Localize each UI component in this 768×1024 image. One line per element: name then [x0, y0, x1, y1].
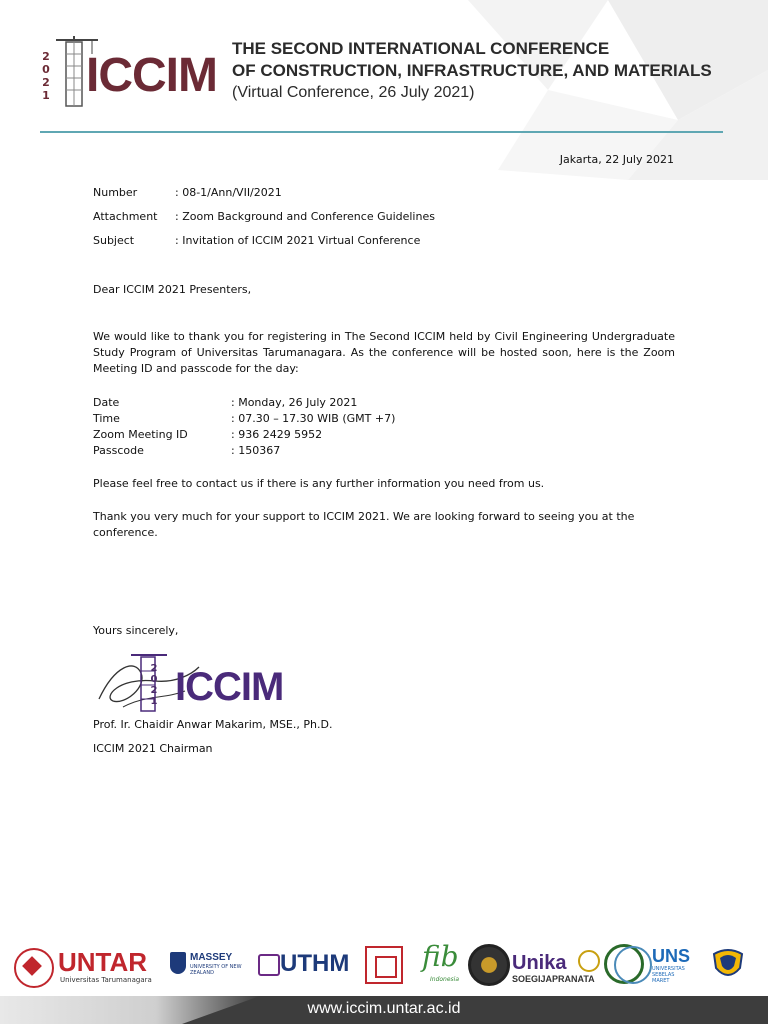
uthm-emblem-icon: [258, 954, 280, 976]
title-line-1: THE SECOND INTERNATIONAL CONFERENCE: [232, 39, 610, 58]
footer-bar: [0, 996, 768, 1024]
meta-key: Number: [93, 186, 138, 199]
meta-key: Attachment: [93, 210, 158, 223]
header-divider: [40, 131, 723, 133]
unika-subtitle: SOEGIJAPRANATA: [512, 974, 595, 984]
detail-key: Time: [93, 412, 120, 425]
detail-row: [93, 427, 675, 443]
massey-subtitle: UNIVERSITY OF NEW ZEALAND: [190, 964, 242, 976]
meta-value: : Zoom Background and Conference Guidelines: [175, 210, 435, 223]
red-seal-icon: [365, 946, 403, 984]
meta-value: : 08-1/Ann/VII/2021: [175, 186, 282, 199]
letter-meta: [93, 185, 675, 257]
signature-block: [95, 645, 305, 715]
detail-row: [93, 411, 675, 427]
paragraph-intro: We would like to thank you for registering in The Second ICCIM held by Civil Engineering Undergraduate Study Program of Universitas Tarumanagara. As the conference will be hosted soon, here is the Zoom Meeting ID and passcode for the day:: [93, 330, 675, 375]
greeting: Dear ICCIM 2021 Presenters,: [93, 283, 252, 296]
detail-key: Passcode: [93, 444, 144, 457]
fib-logo: fib: [422, 940, 459, 973]
signature-logo-year: 2 0 2 1: [150, 663, 158, 707]
blue-seal-icon: [614, 946, 652, 984]
unika-logo: Unika: [512, 952, 567, 974]
untar-logo: UNTAR: [58, 947, 148, 977]
signature-logo-wordmark: ICCIM: [175, 665, 284, 709]
detail-key: Date: [93, 396, 120, 409]
unika-emblem-icon: [578, 950, 600, 972]
crane-building-icon: [125, 649, 169, 713]
uns-subtitle: UNIVERSITAS SEBELAS MARET: [652, 966, 685, 984]
detail-key: Zoom Meeting ID: [93, 428, 188, 441]
massey-logo: MASSEY: [190, 952, 233, 963]
massey-shield-icon: [170, 952, 186, 974]
signatory-role: ICCIM 2021 Chairman: [93, 742, 213, 755]
iccim-logo: [38, 30, 228, 112]
logo-wordmark: ICCIM: [86, 49, 217, 102]
conference-title: [232, 38, 712, 104]
meta-key: Subject: [93, 234, 135, 247]
detail-row: [93, 443, 675, 459]
paragraph-contact: Please feel free to contact us if there is any further information you need from us.: [93, 477, 545, 490]
detail-row: [93, 395, 675, 411]
letterhead: [38, 30, 728, 120]
university-seal-icon: [468, 944, 510, 986]
untar-emblem-icon: [14, 948, 54, 988]
place-date: Jakarta, 22 July 2021: [559, 153, 674, 166]
logo-year: 2 0 2 1: [42, 50, 50, 102]
uthm-logo: UTHM: [280, 950, 350, 977]
meta-value: : Invitation of ICCIM 2021 Virtual Conference: [175, 234, 421, 247]
meta-row: [93, 185, 675, 209]
detail-value: : Monday, 26 July 2021: [231, 396, 358, 409]
detail-value: : 150367: [231, 444, 281, 457]
title-line-3: (Virtual Conference, 26 July 2021): [232, 84, 475, 101]
meta-row: [93, 209, 675, 233]
untar-subtitle: Universitas Tarumanagara: [60, 976, 152, 984]
meeting-details: [93, 395, 675, 459]
detail-value: : 936 2429 5952: [231, 428, 323, 441]
makara-emblem-icon: [710, 946, 746, 982]
fib-subtitle: Indonesia: [430, 976, 460, 983]
partner-logos: [10, 938, 758, 994]
signatory-name: Prof. Ir. Chaidir Anwar Makarim, MSE., Ph.D.: [93, 718, 333, 731]
website-url: www.iccim.untar.ac.id: [307, 1000, 461, 1017]
detail-value: : 07.30 – 17.30 WIB (GMT +7): [231, 412, 396, 425]
closing: Yours sincerely,: [93, 624, 179, 637]
paragraph-thanks: Thank you very much for your support to ICCIM 2021. We are looking forward to seeing you at the conference.: [93, 510, 635, 539]
title-line-2: OF CONSTRUCTION, INFRASTRUCTURE, AND MATERIALS: [232, 61, 712, 80]
uns-logo: UNS: [652, 946, 691, 966]
meta-row: [93, 233, 675, 257]
